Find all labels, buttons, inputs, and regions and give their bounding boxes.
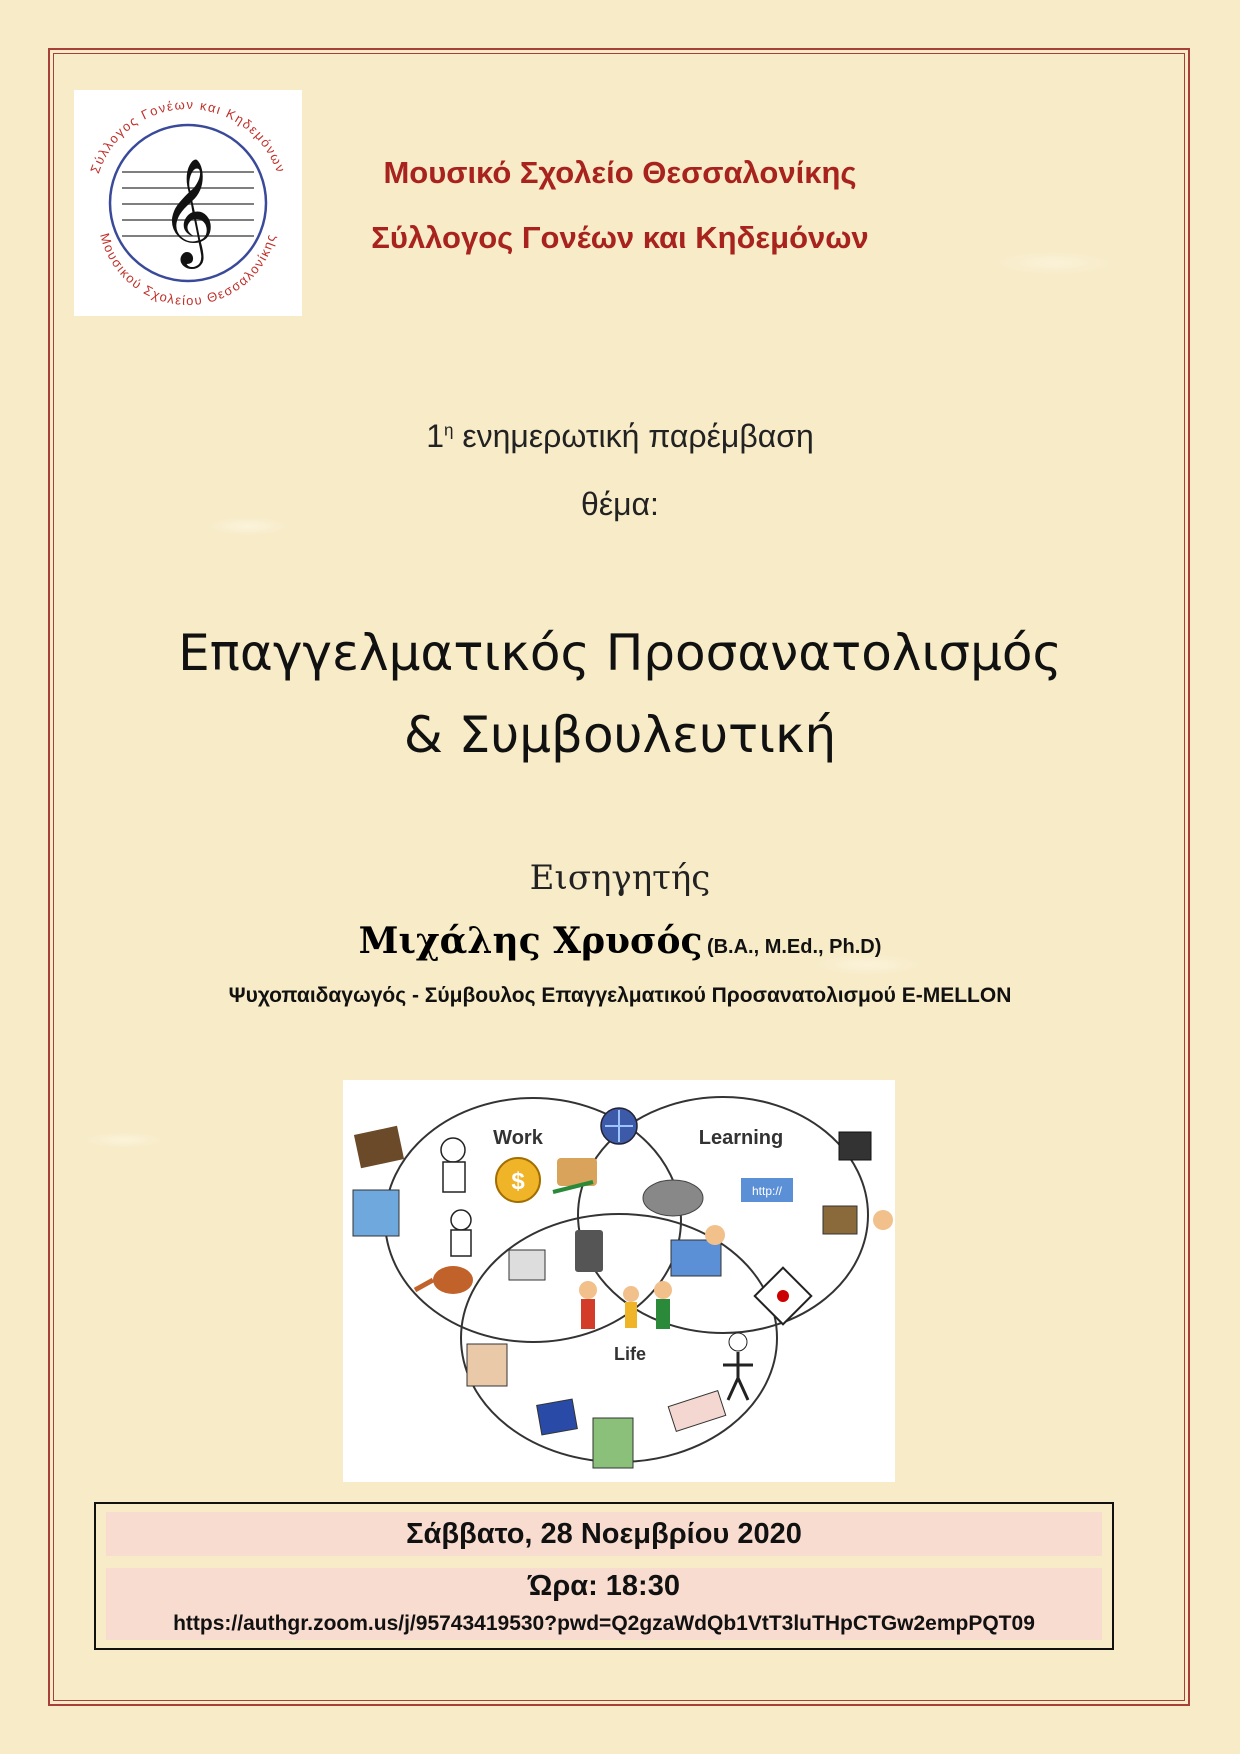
speaker-label: Εισηγητής — [529, 858, 711, 898]
work-learning-life-diagram — [343, 1080, 895, 1482]
speaker-role: Ψυχοπαιδαγωγός - Σύμβουλος Επαγγελματικού Προσανατολισμού E-MELLON — [228, 984, 1012, 1007]
topic-line-1: Επαγγελματικός Προσανατολισμός — [178, 624, 1062, 682]
url-chip-label: http:// — [751, 1184, 783, 1198]
event-time: Ώρα: 18:30 — [528, 1570, 680, 1602]
abstract-art-icon — [537, 1399, 578, 1435]
event-info-box — [94, 1502, 1114, 1650]
chalkboard-icon — [354, 1126, 404, 1168]
school-name: Μουσικό Σχολείο Θεσσαλονίκης — [383, 155, 857, 190]
desktop-pc-icon — [509, 1250, 545, 1280]
topic-title — [0, 612, 1240, 776]
gardener-icon — [593, 1418, 633, 1468]
date-band — [106, 1512, 1102, 1556]
intro-line — [0, 418, 1240, 455]
watering-can-icon — [433, 1266, 473, 1294]
scientist-icon — [451, 1210, 471, 1230]
zoom-meeting-link[interactable]: https://authgr.zoom.us/j/95743419530?pwd=Q2gzaWdQb1VtT3luTHpCTGw2empPQT09 — [173, 1612, 1035, 1635]
painter-icon — [353, 1190, 399, 1236]
speaker-name: Μιχάλης Χρυσός — [358, 920, 703, 962]
work-label: Work — [493, 1127, 543, 1149]
family-portrait-icon — [467, 1344, 507, 1386]
association-logo — [74, 90, 302, 316]
logo-graphic — [74, 90, 302, 316]
logo-ring-text-bottom: Μουσικού Σχολείου Θεσσαλονίκης — [97, 231, 279, 309]
mobile-phone-icon — [575, 1230, 603, 1272]
learning-label: Learning — [698, 1127, 784, 1149]
computer-monitor-icon — [839, 1132, 871, 1160]
topic-label: θέμα: — [581, 486, 659, 522]
event-date: Σάββατο, 28 Νοεμβρίου 2020 — [406, 1518, 802, 1550]
worker-icon — [441, 1138, 465, 1162]
topic-line-2: & Συμβουλευτική — [403, 706, 837, 764]
life-label: Life — [613, 1344, 647, 1364]
svg-text:$: $ — [511, 1168, 525, 1195]
exercising-person-icon — [723, 1333, 753, 1400]
dancing-people-icon — [579, 1281, 672, 1329]
intro-ordinal-suffix: η — [444, 420, 454, 440]
cd-drive-icon — [643, 1180, 703, 1216]
intro-ordinal: 1 — [426, 418, 444, 454]
treble-clef-icon: 𝄞 — [160, 157, 216, 264]
computer-user-icon — [671, 1240, 721, 1276]
speaker-line — [0, 920, 1240, 962]
television-icon — [823, 1206, 857, 1234]
association-name: Σύλλογος Γονέων και Κηδεμόνων — [371, 220, 869, 255]
intro-text: ενημερωτική παρέμβαση — [453, 418, 814, 454]
logo-ring-text-top: Σύλλογος Γονέων και Κηδεμόνων — [87, 96, 289, 176]
speaker-degrees: (B.A., M.Ed., Ph.D) — [706, 936, 882, 958]
time-link-band — [106, 1568, 1102, 1640]
admit-one-ticket-icon — [668, 1391, 725, 1432]
